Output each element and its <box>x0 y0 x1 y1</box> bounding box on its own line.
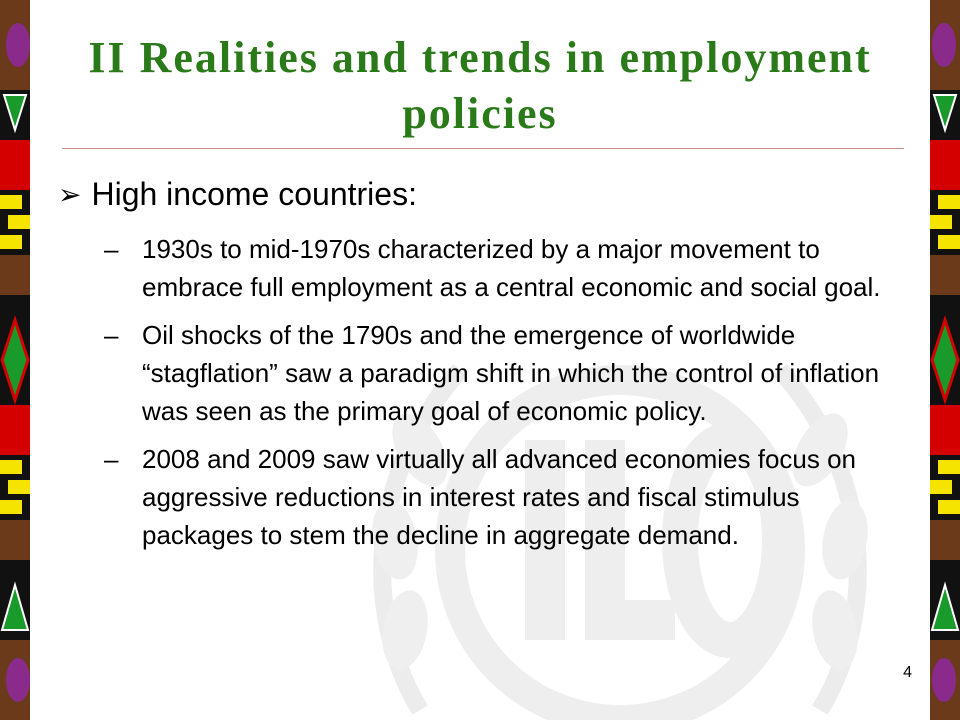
list-item-text: 1930s to mid-1970s characterized by a major movement to embrace full employment as a central economic and social goal. <box>142 234 881 302</box>
sub-bullet-list <box>104 230 904 564</box>
dash-marker: – <box>104 320 119 350</box>
main-bullet-text: High income countries: <box>91 176 417 212</box>
list-item <box>104 316 904 430</box>
dash-marker: – <box>104 444 119 474</box>
left-decorative-border <box>0 0 30 720</box>
title-divider <box>62 148 904 149</box>
list-item-text: 2008 and 2009 saw virtually all advanced economies focus on aggressive reductions in interest rates and fiscal stimulus packages to stem the decline in aggregate demand. <box>142 444 857 550</box>
list-item <box>104 230 904 306</box>
left-border-pattern <box>0 0 30 720</box>
page-number: 4 <box>903 664 912 681</box>
list-item <box>104 440 904 554</box>
arrow-right-icon: ➢ <box>58 179 82 210</box>
dash-marker: – <box>104 234 119 264</box>
list-item-text: Oil shocks of the 1790s and the emergence of worldwide “stagflation” saw a paradigm shift in which the control of inflation was seen as the primary goal of economic policy. <box>142 320 880 426</box>
main-bullet <box>58 176 417 213</box>
slide-title: II Realities and trends in employment policies <box>88 33 872 138</box>
